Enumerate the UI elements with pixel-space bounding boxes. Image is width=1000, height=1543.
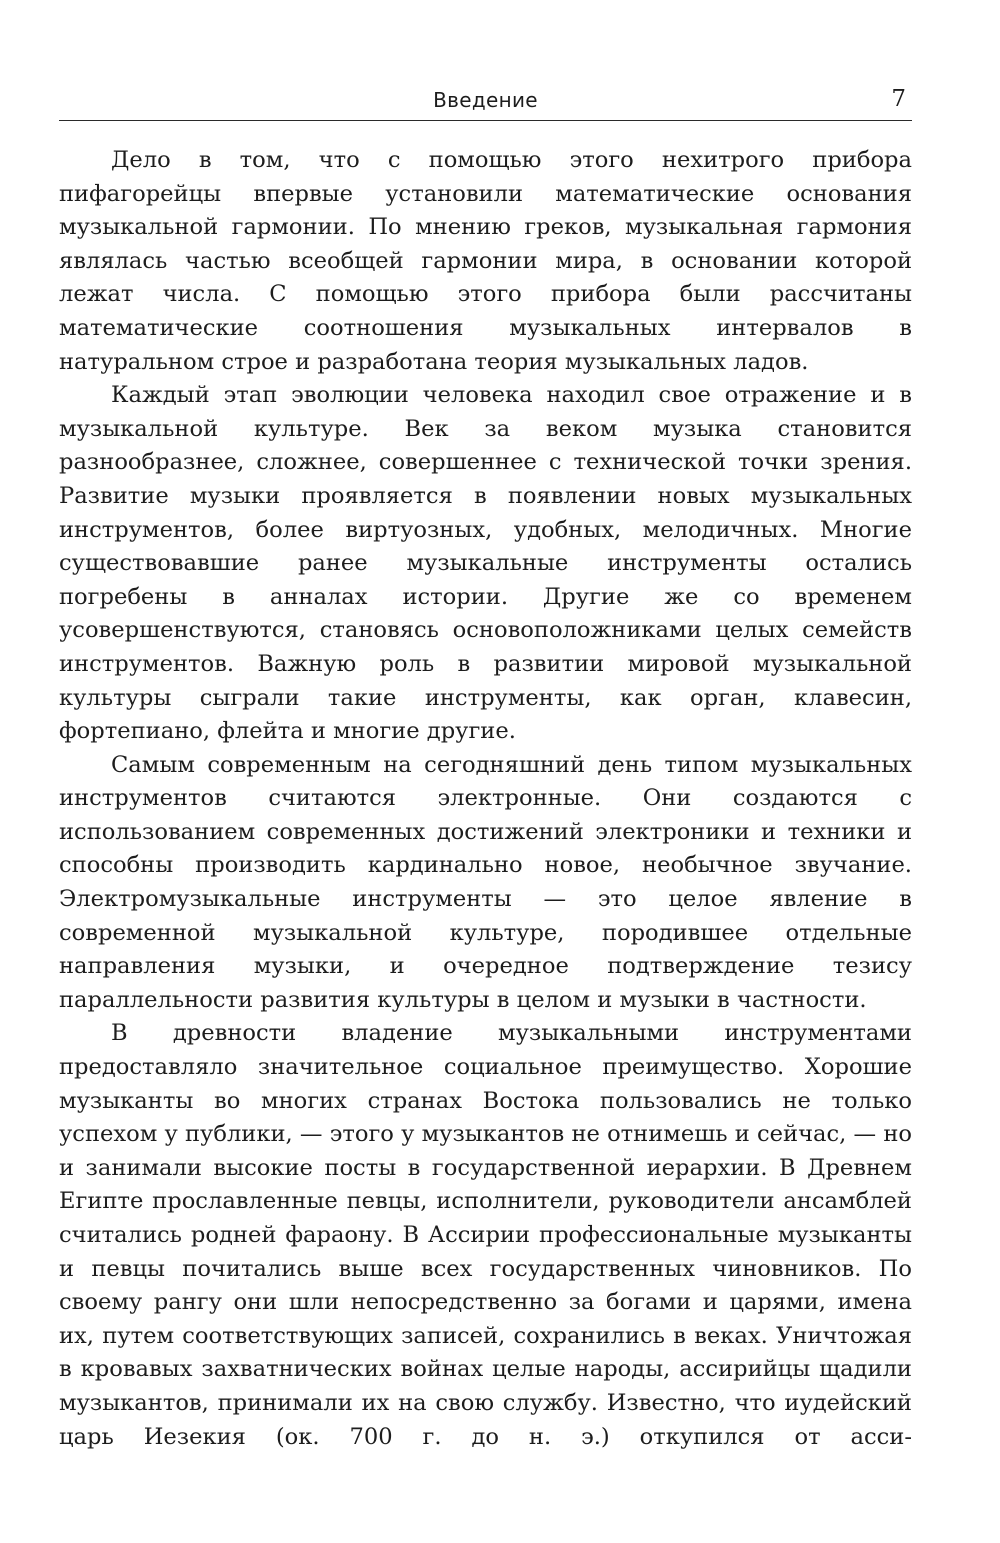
paragraph: Каждый этап эволюции человека находил свое отражение и в музыкальной культуре. Век за веком музыка становится разнообразнее, сложнее, совершеннее с технической точки зрения. Развитие музыки проявляется в появлении новых музыкальных инструментов, более виртуозных, удобных, мелодичных. Многие существовавшие ранее музыкальные инструменты остались погребены в анналах истории. Другие же со временем усовершенствуются, становясь основоположниками целых семейств инструментов. Важную роль в развитии мировой музыкальной культуры сыграли такие инструменты, как орган, клавесин, фортепиано, флейта и многие другие. bbox=[59, 382, 912, 745]
chapter-title: Введение bbox=[433, 88, 538, 112]
paragraph: Дело в том, что с помощью этого нехитрого прибора пифагорейцы впервые установили математические основания музыкальной гармонии. По мнению греков, музыкальная гармония являлась частью всеобщей гармонии мира, в основании которой лежат числа. С помощью этого прибора были рассчитаны математические соотношения музыкальных интервалов в натуральном строе и разработана теория музыкальных ладов. bbox=[59, 147, 912, 375]
running-header bbox=[59, 86, 912, 121]
paragraph: Самым современным на сегодняшний день типом музыкальных инструментов считаются электронные. Они создаются с использованием современных достижений электроники и техники и способны производить кардинально новое, необычное звучание. Электромузыкальные инструменты — это целое явление в современной музыкальной культуре, породившее отдельные направления музыки, и очередное подтверждение тезису параллельности развития культуры в целом и музыки в частности. bbox=[59, 751, 912, 1013]
page-number: 7 bbox=[891, 86, 906, 112]
paragraph: В древности владение музыкальными инструментами предоставляло значительное социальное преимущество. Хорошие музыканты во многих странах Востока пользовались не только успехом у публики, — этого у музыкантов не отнимешь и сейчас, — но и занимали высокие посты в государственной иерархии. В Древнем Египте прославленные певцы, исполнители, руководители ансамблей считались родней фараону. В Ассирии профессиональные музыканты и певцы почитались выше всех государственных чиновников. По своему рангу они шли непосредственно за богами и царями, имена их, путем соответствующих записей, сохранились в веках. Уничтожая в кровавых захватнических войнах целые народы, ассирийцы щадили музыкантов, принимали их на свою службу. Известно, что иудейский царь Иезекия (ок. 700 г. до н. э.) откупился от асси- bbox=[59, 1020, 912, 1450]
body-text bbox=[59, 144, 912, 1474]
